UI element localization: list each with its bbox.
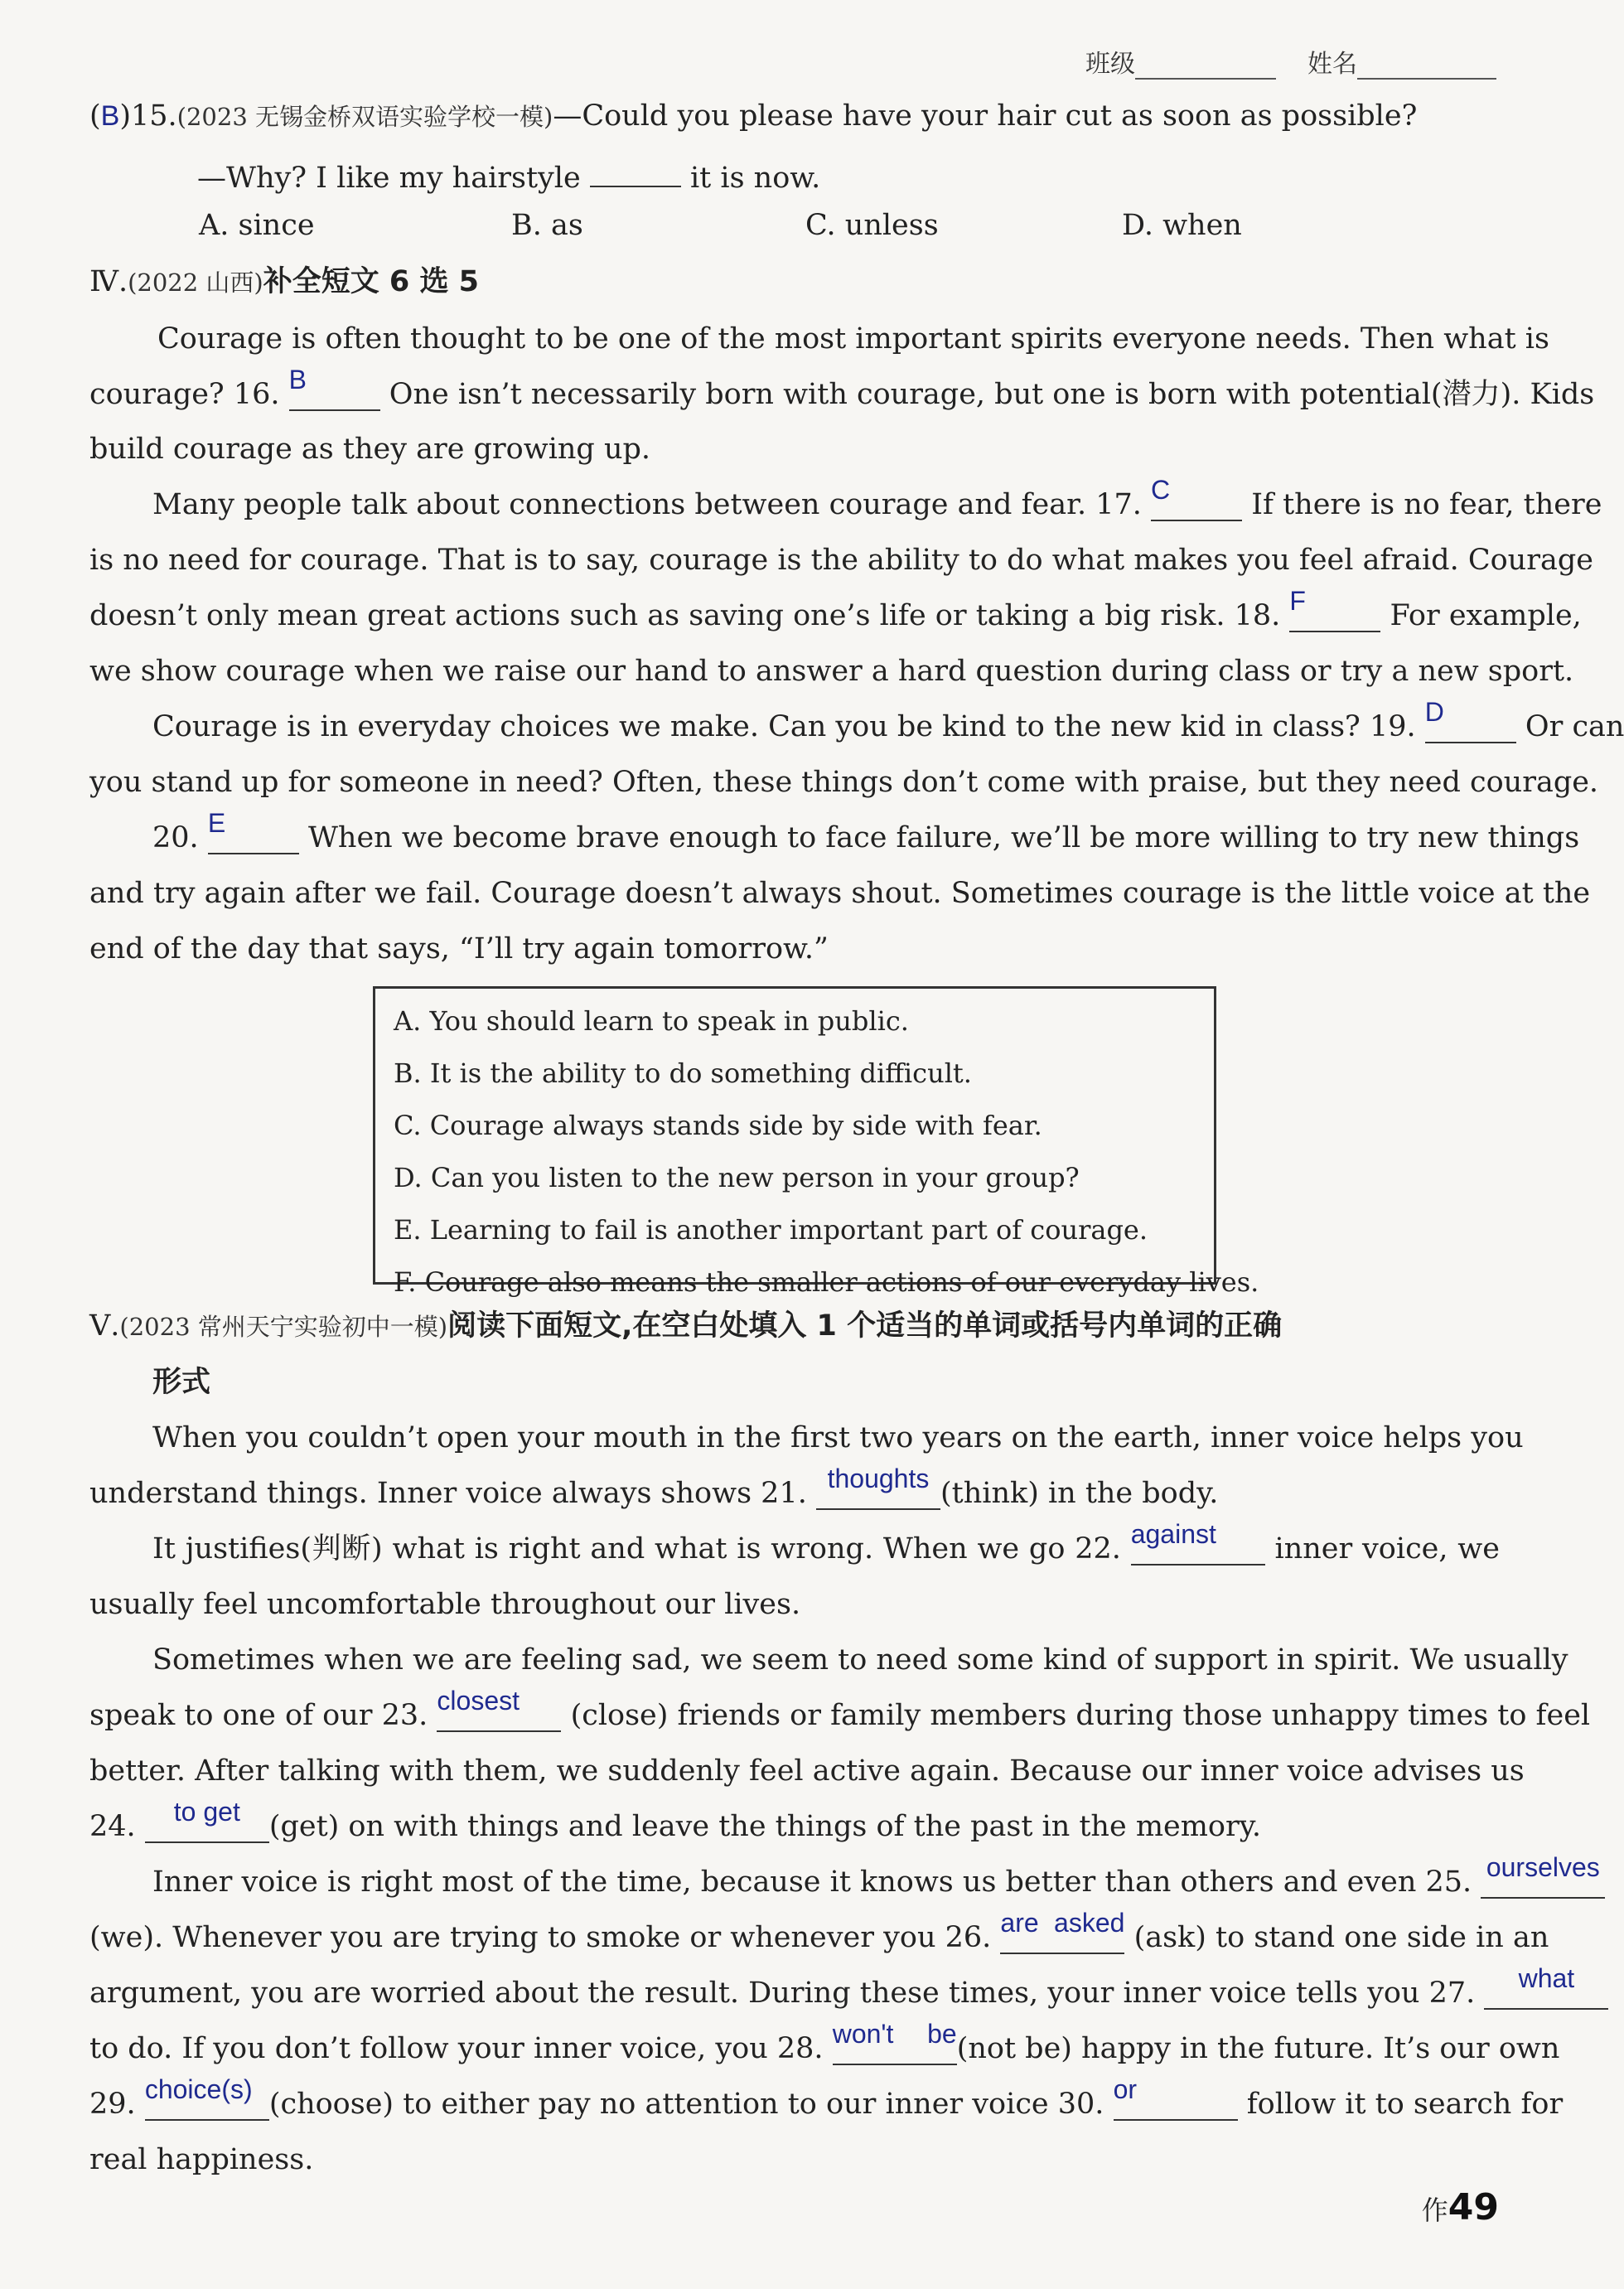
sec5-l5: Sometimes when we are feeling sad, we seem to need some kind of support in spirit. We usually (152, 1643, 1568, 1677)
q15-option-c: C. unless (805, 209, 939, 242)
sec4-p2-l2: is no need for courage. That is to say, courage is the ability to do what makes you feel afraid. Courage (89, 544, 1593, 577)
q15-answer: B (100, 100, 120, 132)
sec5-l9: Inner voice is right most of the time, because it knows us better than others and even 25. ourselves (152, 1864, 1605, 1900)
sec5-l8: 24. to get (get) on with things and leave the things of the past in the memory. (89, 1797, 1261, 1843)
page-label: 作 (1421, 2195, 1448, 2226)
q15-source: (2023 无锡金桥双语实验学校一模) (176, 103, 553, 131)
q15-option-b: B. as (511, 209, 583, 242)
sec5-l11: argument, you are worried about the result. During these times, your inner voice tells you 27. what (89, 1975, 1608, 2011)
options-box (373, 986, 1259, 1298)
sec5-l13: 29. choice(s) (choose) to either pay no attention to our inner voice 30. or follow it to search for (89, 2074, 1564, 2121)
sec5-heading (89, 1308, 1282, 1345)
sec5-l4: usually feel uncomfortable throughout our lives. (89, 1588, 801, 1621)
sec4-p2-l1: Many people talk about connections between courage and fear. 17. C If there is no fear, there (152, 475, 1602, 521)
option-a: A. You should learn to speak in public. (394, 1005, 909, 1037)
sec5-roman: Ⅴ. (89, 1309, 120, 1343)
blank-24: to get (145, 1808, 269, 1843)
sec5-title-l2: 形式 (152, 1366, 211, 1399)
sec5-l2: understand things. Inner voice always shows 21. thoughts (think) in the body. (89, 1464, 1219, 1510)
sec4-p1-l2: courage? 16. B One isn’t necessarily born with courage, but one is born with potential(潜力). Kids (89, 365, 1595, 411)
blank-21: thoughts (816, 1475, 940, 1510)
name-label: 姓名 (1307, 50, 1357, 79)
blank-26: are asked (1000, 1919, 1124, 1954)
q15-reply (197, 152, 820, 196)
sec4-p1-l1: Courage is often thought to be one of the most important spirits everyone needs. Then what is (157, 322, 1549, 356)
q15-reply-after: it is now. (689, 162, 821, 195)
sec5-l3: It justifies(判断) what is right and what is wrong. When we go 22. against inner voice, we (152, 1519, 1500, 1566)
sec5-source: (2023 常州天宁实验初中一模) (119, 1313, 448, 1341)
sec5-l12: to do. If you don’t follow your inner voice, you 28. won't be(not be) happy in the future. It’s our own (89, 2019, 1560, 2065)
q15-question: —Could you please have your hair cut as soon as possible? (553, 99, 1418, 133)
class-field (1085, 43, 1276, 80)
sec4-p1-l3: build courage as they are growing up. (89, 433, 651, 466)
q15-option-a: A. since (199, 209, 315, 242)
sec4-roman: Ⅳ. (89, 265, 128, 298)
option-d: D. Can you listen to the new person in your group? (394, 1162, 1080, 1193)
blank-19: D (1425, 709, 1516, 743)
sec5-l6: speak to one of our 23. closest (close) friends or family members during those unhappy times to feel (89, 1686, 1591, 1732)
q15-reply-before: —Why? I like my hairstyle (197, 162, 581, 195)
sec4-source: (2022 山西) (128, 269, 263, 297)
option-b: B. It is the ability to do something difficult. (394, 1057, 972, 1089)
class-label: 班级 (1085, 50, 1135, 79)
name-line (1357, 56, 1496, 80)
sec5-title-l1: 阅读下面短文,在空白处填入 1 个适当的单词或括号内单词的正确 (447, 1309, 1283, 1343)
class-line (1135, 56, 1276, 80)
sec4-heading (89, 264, 479, 301)
blank-29: choice(s) (145, 2086, 269, 2121)
sec5-l10: (we). Whenever you are trying to smoke or whenever you 26. are asked (ask) to stand one side in an (89, 1908, 1549, 1954)
name-field (1307, 43, 1496, 80)
blank-22: against (1131, 1531, 1265, 1566)
sec4-p4-l2: and try again after we fail. Courage doesn’t always shout. Sometimes courage is the little voice at the (89, 877, 1591, 910)
option-e: E. Learning to fail is another important part of courage. (394, 1214, 1148, 1246)
page-num: 49 (1448, 2186, 1499, 2229)
sec5-l14: real happiness. (89, 2143, 314, 2176)
blank-17: C (1151, 486, 1242, 521)
sec4-p3-l1: Courage is in everyday choices we make. Can you be kind to the new kid in class? 19. D Or can (152, 697, 1624, 743)
sec4-p3-l2: you stand up for someone in need? Often, these things don’t come with praise, but they need courage. (89, 766, 1599, 799)
sec5-l1: When you couldn’t open your mouth in the first two years on the earth, inner voice helps you (152, 1421, 1524, 1454)
blank-20: E (208, 820, 299, 854)
q15-blank (590, 152, 681, 187)
option-c: C. Courage always stands side by side with fear. (394, 1110, 1042, 1141)
blank-30: or (1114, 2086, 1238, 2121)
blank-27: what (1484, 1975, 1608, 2010)
sec4-title: 补全短文 6 选 5 (263, 265, 480, 298)
blank-16: B (289, 376, 380, 411)
q15-line: (B)15.(2023 无锡金桥双语实验学校一模)—Could you please have your hair cut as soon as possible? (89, 99, 1418, 133)
q15-number: )15. (119, 99, 177, 133)
blank-23: closest (437, 1697, 561, 1732)
blank-28: won't be (833, 2030, 957, 2065)
sec4-p2-l4: we show courage when we raise our hand to answer a hard question during class or try a new sport. (89, 655, 1574, 688)
blank-25: ourselves (1481, 1864, 1605, 1899)
blank-18: F (1289, 598, 1380, 632)
sec4-p2-l3: doesn’t only mean great actions such as saving one’s life or taking a big risk. 18. F For example, (89, 586, 1582, 632)
sec4-p4-l3: end of the day that says, “I’ll try again tomorrow.” (89, 932, 829, 965)
option-f: F. Courage also means the smaller actions of our everyday lives. (394, 1266, 1259, 1298)
page-number (1422, 2186, 1499, 2229)
q15-option-d: D. when (1122, 209, 1242, 242)
sec5-l7: better. After talking with them, we suddenly feel active again. Because our inner voice advises us (89, 1754, 1525, 1788)
sec4-p4-l1: 20. E When we become brave enough to face failure, we’ll be more willing to try new things (152, 808, 1580, 854)
